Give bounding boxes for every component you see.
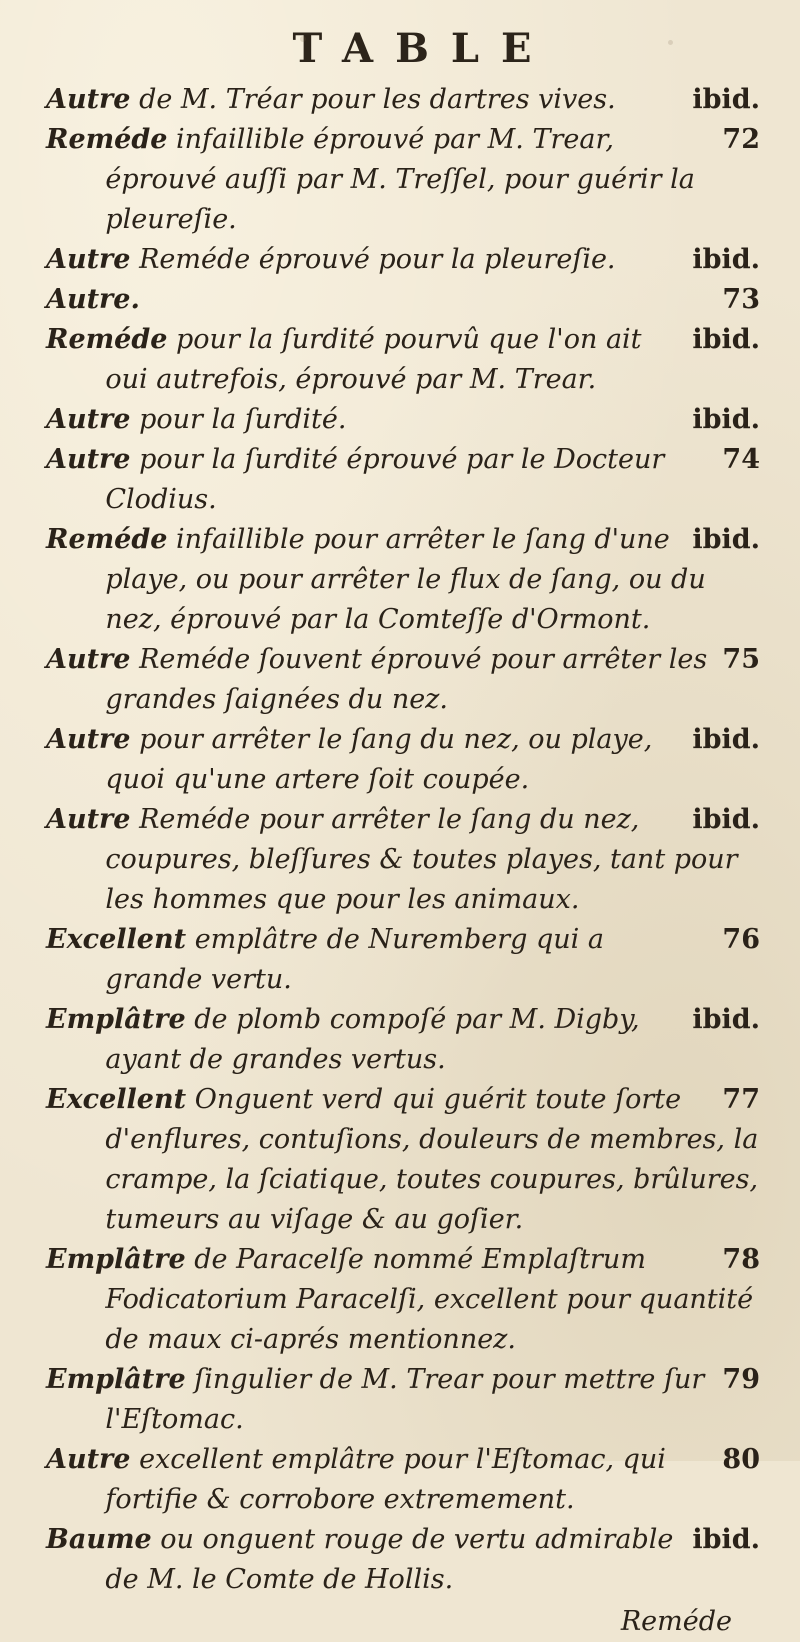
list-item xyxy=(46,720,760,800)
entry-first-word: Reméde xyxy=(46,124,168,155)
list-item xyxy=(46,320,760,400)
page-reference: 72 xyxy=(722,124,760,155)
entry-text: Reméde ſouvent éprouvé pour arrêter les grandes ſaignées du nez. xyxy=(105,644,708,715)
entry-text: de Paracelſe nommé Emplaſtrum Fodicatorium Paracelſi, excellent pour quantité de maux ci-aprés mentionnez. xyxy=(105,1244,754,1355)
entry-text: de M. Tréar pour les dartres vives. xyxy=(139,84,616,115)
entry-text: de plomb compoſé par M. Digby, ayant de grandes vertus. xyxy=(105,1004,640,1075)
list-item xyxy=(46,800,760,920)
list-item xyxy=(46,80,760,120)
table-of-contents-list xyxy=(46,80,760,1600)
list-item xyxy=(46,120,760,240)
page-reference: 78 xyxy=(722,1244,760,1275)
entry-text: ſingulier de M. Trear pour mettre ſur l'Eſtomac. xyxy=(105,1364,705,1435)
entry-text: infaillible pour arrêter le ſang d'une playe, ou pour arrêter le flux de ſang, ou du nez, éprouvé par la Comteſſe d'Ormont. xyxy=(105,524,706,635)
list-item xyxy=(46,1440,760,1520)
page-reference: 74 xyxy=(722,444,760,475)
page-reference: ibid. xyxy=(692,524,760,555)
entry-text: Onguent verd qui guérit toute ſorte d'enflures, contuſions, douleurs de membres, la crampe, la ſciatique, toutes coupures, brûlures, tumeurs au viſage & au goſier. xyxy=(105,1084,759,1235)
entry-text: Reméde éprouvé pour la pleureſie. xyxy=(139,244,616,275)
page-reference: ibid. xyxy=(692,724,760,755)
entry-text: pour arrêter le ſang du nez, ou playe, quoi qu'une artere ſoit coupée. xyxy=(105,724,653,795)
entry-text: ou onguent rouge de vertu admirable de M. le Comte de Hollis. xyxy=(105,1524,674,1595)
page-header: TABLE xyxy=(292,25,554,72)
entry-text: pour la ſurdité éprouvé par le Docteur Clodius. xyxy=(105,444,665,515)
page-reference: 75 xyxy=(722,644,760,675)
list-item xyxy=(46,920,760,1000)
entry-first-word: Autre xyxy=(46,444,131,475)
entry-first-word: Reméde xyxy=(46,324,168,355)
entry-first-word: Baume xyxy=(46,1524,152,1555)
entry-text: Reméde pour arrêter le ſang du nez, coupures, bleſſures & toutes playes, tant pour les hommes que pour les animaux. xyxy=(105,804,738,915)
list-item xyxy=(46,1080,760,1240)
entry-first-word: Autre xyxy=(46,84,131,115)
page-reference: ibid. xyxy=(692,404,760,435)
entry-first-word: Excellent xyxy=(46,924,187,955)
entry-first-word: Autre xyxy=(46,644,131,675)
page-reference: 73 xyxy=(722,284,760,315)
entry-first-word: Autre xyxy=(46,1444,131,1475)
page-reference: 76 xyxy=(722,924,760,955)
page-reference: ibid. xyxy=(692,804,760,835)
catchword: Reméde xyxy=(620,1606,732,1637)
entry-first-word: Excellent xyxy=(46,1084,187,1115)
list-item xyxy=(46,1360,760,1440)
entry-first-word: Autre. xyxy=(46,284,140,315)
list-item xyxy=(46,640,760,720)
page-reference: 79 xyxy=(722,1364,760,1395)
entry-first-word: Autre xyxy=(46,244,131,275)
entry-text: emplâtre de Nuremberg qui a grande vertu. xyxy=(105,924,604,995)
entry-text: excellent emplâtre pour l'Eſtomac, qui fortifie & corrobore extremement. xyxy=(105,1444,666,1515)
list-item xyxy=(46,400,760,440)
page-reference: ibid. xyxy=(692,324,760,355)
page-reference: 80 xyxy=(722,1444,760,1475)
page-reference: ibid. xyxy=(692,84,760,115)
entry-first-word: Emplâtre xyxy=(46,1364,186,1395)
entry-first-word: Autre xyxy=(46,404,131,435)
ink-speck xyxy=(300,36,306,42)
list-item xyxy=(46,1240,760,1360)
list-item xyxy=(46,440,760,520)
entry-first-word: Autre xyxy=(46,804,131,835)
ink-speck xyxy=(668,40,673,45)
entry-text: infaillible éprouvé par M. Trear, éprouvé auſſi par M. Treſſel, pour guérir la pleureſie. xyxy=(105,124,695,235)
page-reference: 77 xyxy=(722,1084,760,1115)
list-item xyxy=(46,1000,760,1080)
list-item xyxy=(46,1520,760,1600)
entry-first-word: Emplâtre xyxy=(46,1244,186,1275)
page-reference: ibid. xyxy=(692,1004,760,1035)
page-reference: ibid. xyxy=(692,1524,760,1555)
entry-text: pour la ſurdité. xyxy=(139,404,347,435)
list-item xyxy=(46,240,760,280)
entry-first-word: Emplâtre xyxy=(46,1004,186,1035)
list-item xyxy=(46,280,760,320)
page-reference: ibid. xyxy=(692,244,760,275)
list-item xyxy=(46,520,760,640)
entry-text: pour la ſurdité pourvû que l'on ait oui autrefois, éprouvé par M. Trear. xyxy=(105,324,642,395)
entry-first-word: Reméde xyxy=(46,524,168,555)
entry-first-word: Autre xyxy=(46,724,131,755)
